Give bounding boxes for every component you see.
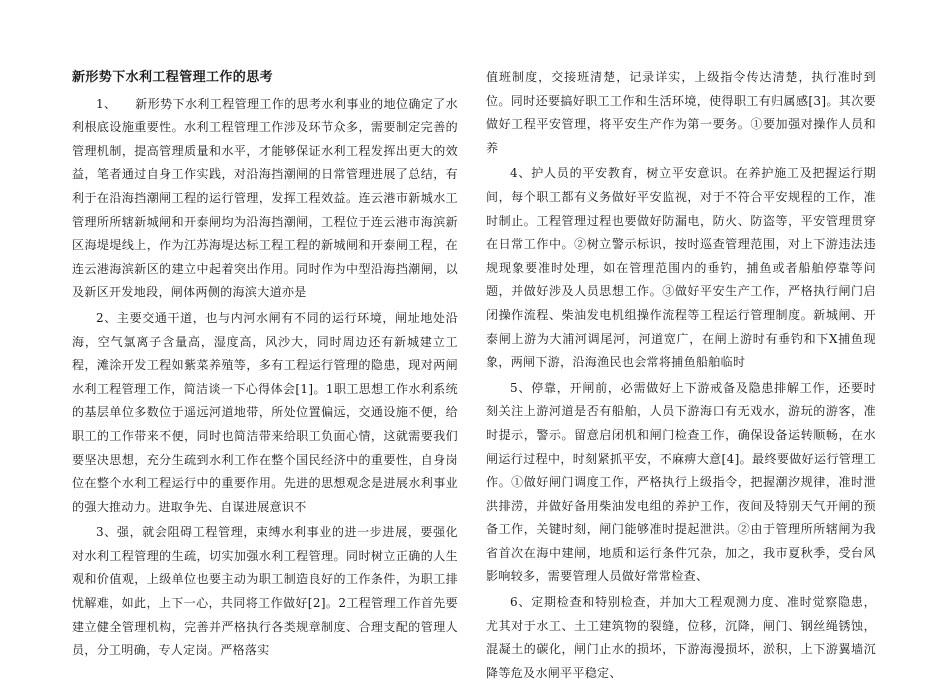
paragraph-5: 5、停靠，开闸前，必需做好上下游戒备及隐患排解工作，还要时刻关注上游河道是否有船舶，人员下游海口有无戏水，游玩的游客，准时提示，警示。留意启闭机和闸门检查工作，确保设备运转顺畅，在水闸运行过程中，时刻紧抓平安，不麻痹大意[4]。最终要做好运行管理工作。①做好闸门调度工作，严格执行上级指令，把握潮汐规律，准时泄洪排涝，并做好备用柴油发电组的养护工作，夜间及特别天气开闸的预备工作，关键时刻，闸门能够准时提起泄洪。②由于管理所所辖闸为我省首次在海中建闸，地质和运行条件冗杂，加之，我市夏秋季，受台风影响较多，需要管理人员做好常常检查、 (486, 380, 876, 584)
right-column (486, 66, 876, 685)
paragraph-6: 6、定期检查和特别检查，并加大工程观测力度、准时觉察隐患，尤其对于水工、土工建筑物的裂缝，位移，沉降，闸门、钢丝绳锈蚀，混凝土的碳化，闸门止水的损坏，下游海漫损坏，淤积，上下游翼墙沉降等危及水闸平平稳定、 (486, 595, 876, 680)
paragraph-3-continued: 值班制度，交接班清楚，记录详实，上级指令传达清楚，执行准时到位。同时还要搞好职工工作和生活环境，使得职工有归属感[3]。其次要做好工程平安管理，将平安生产作为第一要务。①要加强对操作人员和养 (486, 70, 876, 155)
left-column (72, 66, 458, 663)
document-title: 新形势下水利工程管理工作的思考 (72, 70, 274, 85)
paragraph-3: 3、强，就会阻碍工程管理，束缚水利事业的进一步进展，要强化对水利工程管理的生疏，切实加强水利工程管理。同时树立正确的人生观和价值观，上级单位也要主动为职工制造良好的工作条件，为职工排忧解难，如此，上下一心，共同将工作做好[2]。2工程管理工作首先要建立健全管理机构，完善并严格执行各类规章制度、合理支配的管理人员，分工明确，专人定岗。严格落实 (72, 525, 458, 658)
paragraph-4: 4、护人员的平安教育，树立平安意识。在养护施工及把握运行期间，每个职工都有义务做好平安监视，对于不符合平安规程的工作，准时制止。工程管理过程也要做好防漏电，防火、防盗等，平安管理贯穿在日常工作中。②树立警示标识，按时巡查管理范围，对上下游违法违规现象要准时处理，如在管理范围内的垂钓，捕鱼或者船舶停靠等问题，并做好涉及人员思想工作。③做好平安生产工作，严格执行闸门启闭操作流程、柴油发电机组操作流程等工程运行管理制度。新城闸、开泰闸上游为大浦河调尾河，河道宽广，在闸上游时有垂钓和下X捕鱼现象，两闸下游，沿海渔民也会常将捕鱼船舶临时 (486, 166, 876, 370)
paragraph-1: 1、 新形势下水利工程管理工作的思考水利事业的地位确定了水利根底设施重要性。水利工程管理工作涉及环节众多，需要制定完善的管理机制，提高管理质量和水平，才能够保证水利工程发挥出更大的效益，笔者通过自身工作实践，对沿海挡潮闸的日常管理进展了总结，有利于在沿海挡潮闸工程的运行管理，发挥工程效益。连云港市新城水工管理所所辖新城闸和开泰闸均为沿海挡潮闸，工程位于连云港市海滨新区海堤堤线上，作为江苏海堤达标工程工程的新城闸和开泰闸工程，在连云港海滨新区的建立中起着突出作用。同时作为中型沿海挡潮闸，以及新区开发地段，闸体两侧的海滨大道亦是 (72, 96, 458, 300)
paragraph-2: 2、主要交通干道，也与内河水闸有不同的运行环境，闸址地处沿海，空气氯离子含量高，湿度高，风沙大，同时周边还有新城建立工程，滩涂开发工程如紫菜养殖等，多有工程运行管理的隐患，现对两闸水利工程管理工作，简洁谈一下心得体会[1]。1职工思想工作水利系统的基层单位多数位于遥远河道地带，所处位置偏远，交通设施不便，给职工的工作带来不便，同时也简洁带来给职工负面心情，这就需要我们要坚决思想，充分生疏到水利工作在整个国民经济中的重要性，自身岗位在整个水利工程运行中的重要作用。先进的思想观念是进展水利事业的强大推动力。进取争先、自谋进展意识不 (72, 310, 458, 514)
